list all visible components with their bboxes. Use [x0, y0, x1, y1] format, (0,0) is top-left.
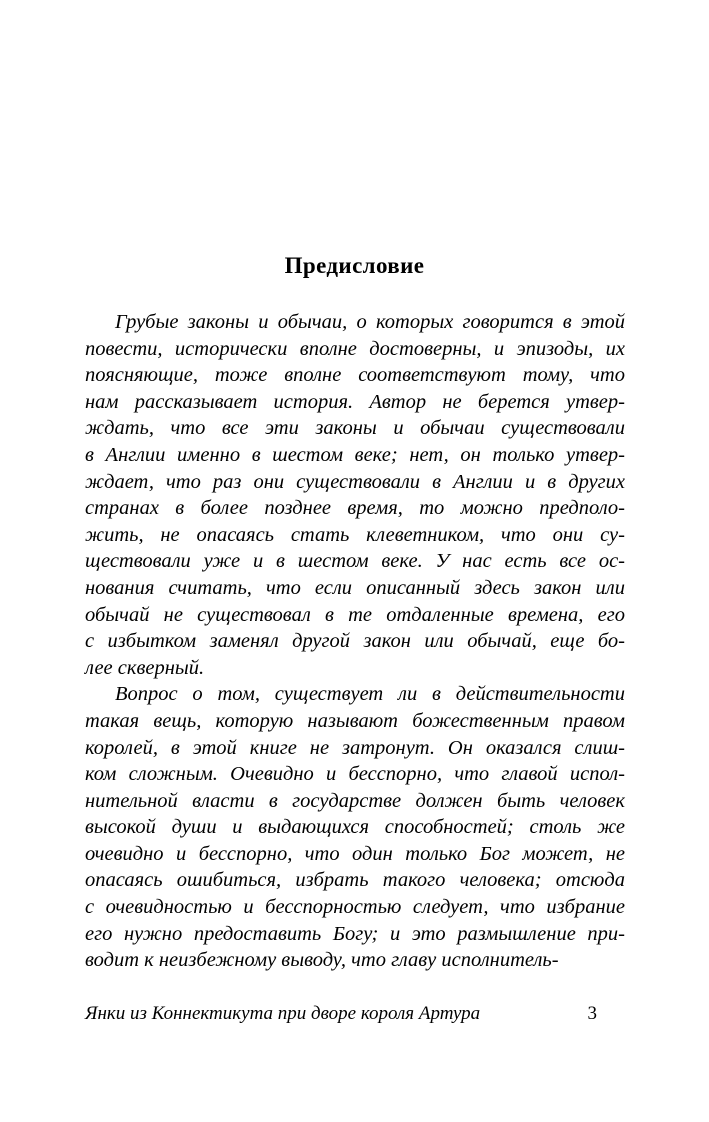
text-line: нам рассказывает история. Автор не берется утвер-	[85, 390, 625, 413]
text-line: ждает, что раз они существовали в Англии и в других	[85, 470, 625, 493]
chapter-title: Предисловие	[284, 253, 425, 278]
text-line: с очевидностью и бесспорностью следует, что избрание	[85, 896, 625, 919]
text-line: лее скверный.	[85, 656, 205, 679]
text-line: нования считать, что если описанный здесь закон или	[85, 576, 625, 599]
paragraph	[85, 309, 625, 681]
text-line: такая вещь, которую называют божественным правом	[85, 709, 625, 732]
text-line: повести, исторически вполне достоверны, и эпизоды, их	[85, 337, 625, 360]
text-line: королей, в этой книге не затронут. Он оказался слиш-	[85, 736, 625, 759]
text-line: высокой души и выдающихся способностей; столь же	[85, 816, 625, 839]
page-number: 3	[587, 1003, 597, 1024]
text-line: ждать, что все эти законы и обычаи существовали	[85, 417, 625, 440]
text-line: поясняющие, тоже вполне соответствуют тому, что	[85, 364, 625, 387]
body-text	[0, 309, 709, 974]
text-line: его нужно предоставить Богу; и это размышление при-	[85, 922, 625, 945]
text-line: очевидно и бесспорно, что один только Бог может, не	[85, 842, 625, 865]
text-line: обычай не существовал в те отдаленные времена, его	[85, 603, 625, 626]
running-title: Янки из Коннектикута при дворе короля Артура	[85, 1003, 481, 1024]
text-line: в Англии именно в шестом веке; нет, он только утвер-	[85, 443, 625, 466]
text-line: странах в более позднее время, то можно предполо-	[85, 497, 625, 520]
text-line: с избытком заменял другой закон или обычай, еще бо-	[85, 630, 625, 653]
text-line: Вопрос о том, существует ли в действительности	[115, 683, 625, 706]
text-line: Грубые законы и обычаи, о которых говорится в этой	[115, 311, 625, 333]
text-line: жить, не опасаясь стать клеветником, что они су-	[85, 523, 625, 546]
text-line: ществовали уже и в шестом веке. У нас есть все ос-	[85, 550, 625, 573]
page-footer	[85, 1002, 597, 1026]
text-line: опасаясь ошибиться, избрать такого человека; отсюда	[85, 869, 625, 892]
paragraph	[85, 681, 625, 974]
text-line: ком сложным. Очевидно и бесспорно, что главой испол-	[85, 763, 625, 786]
text-line: нительной власти в государстве должен быть человек	[85, 789, 625, 812]
text-line: водит к неизбежному выводу, что главу исполнитель-	[85, 949, 559, 972]
